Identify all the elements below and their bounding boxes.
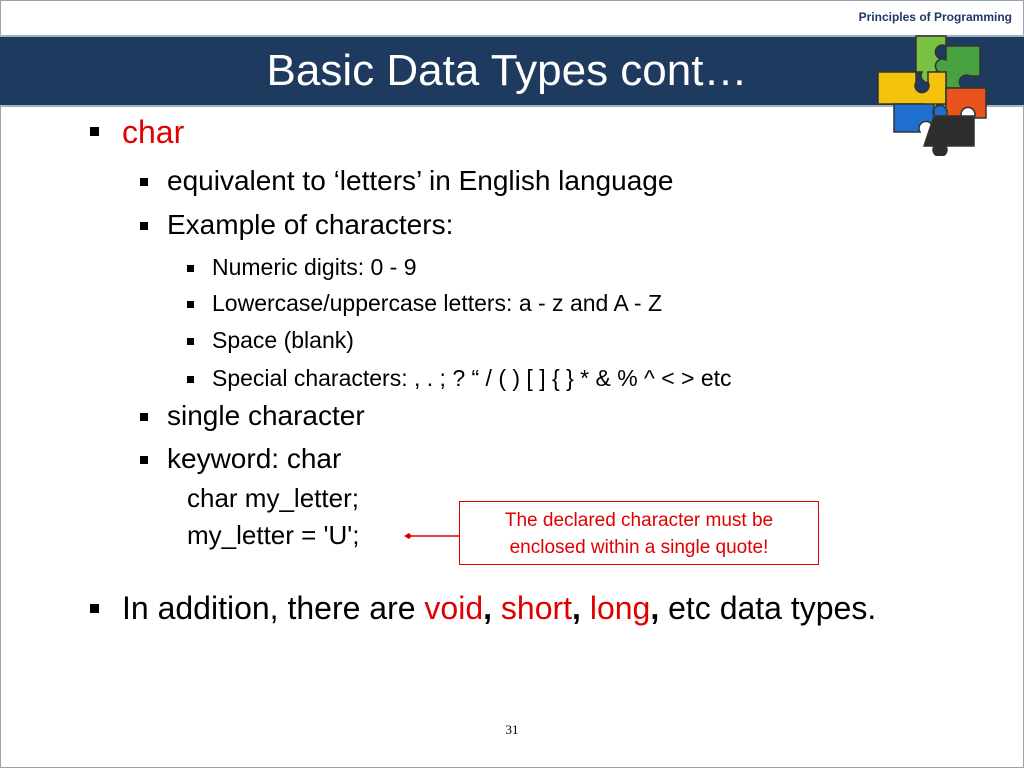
bullet-square-icon [140,456,148,464]
type-short: short [500,590,573,626]
course-title: Principles of Programming [858,10,1012,24]
bullet-square-icon [187,265,194,272]
example-item: Lowercase/uppercase letters: a - z and A - Z [212,290,663,316]
type-long: long [589,590,651,626]
addition-suffix: etc data types. [659,590,877,626]
equivalent-text: equivalent to ‘letters’ in English language [167,165,674,196]
example-item: Special characters: , . ; ? “ / ( ) [ ] { } * & % ^ < > etc [212,365,732,391]
page-number: 31 [505,722,519,737]
type-void: void [424,590,484,626]
char-heading: char [122,114,185,150]
code-line: my_letter = 'U'; [187,520,360,550]
callout-line: The declared character must be [504,510,774,531]
bullet-square-icon [140,178,148,186]
callout-box [459,501,819,565]
bullet-square-icon [187,301,194,308]
single-character-text: single character [167,400,365,431]
bullet-square-icon [187,376,194,383]
examples-heading: Example of characters: [167,209,454,240]
addition-prefix: In addition, there are [122,590,425,626]
bullet-square-icon [90,127,99,136]
bullet-square-icon [90,604,99,613]
example-item: Numeric digits: 0 - 9 [212,254,417,280]
puzzle-pieces-icon [868,28,1008,156]
code-line: char my_letter; [187,483,359,513]
addition-text: In addition, there are void, short, long, etc data types. [122,590,877,626]
callout-pointer [404,531,460,541]
bullet-square-icon [187,338,194,345]
bullet-square-icon [140,222,148,230]
slide-title: Basic Data Types cont… [266,46,748,95]
callout-line: enclosed within a single quote! [509,537,769,558]
example-item: Space (blank) [212,327,354,353]
keyword-text: keyword: char [167,443,342,474]
bullet-square-icon [140,413,148,421]
